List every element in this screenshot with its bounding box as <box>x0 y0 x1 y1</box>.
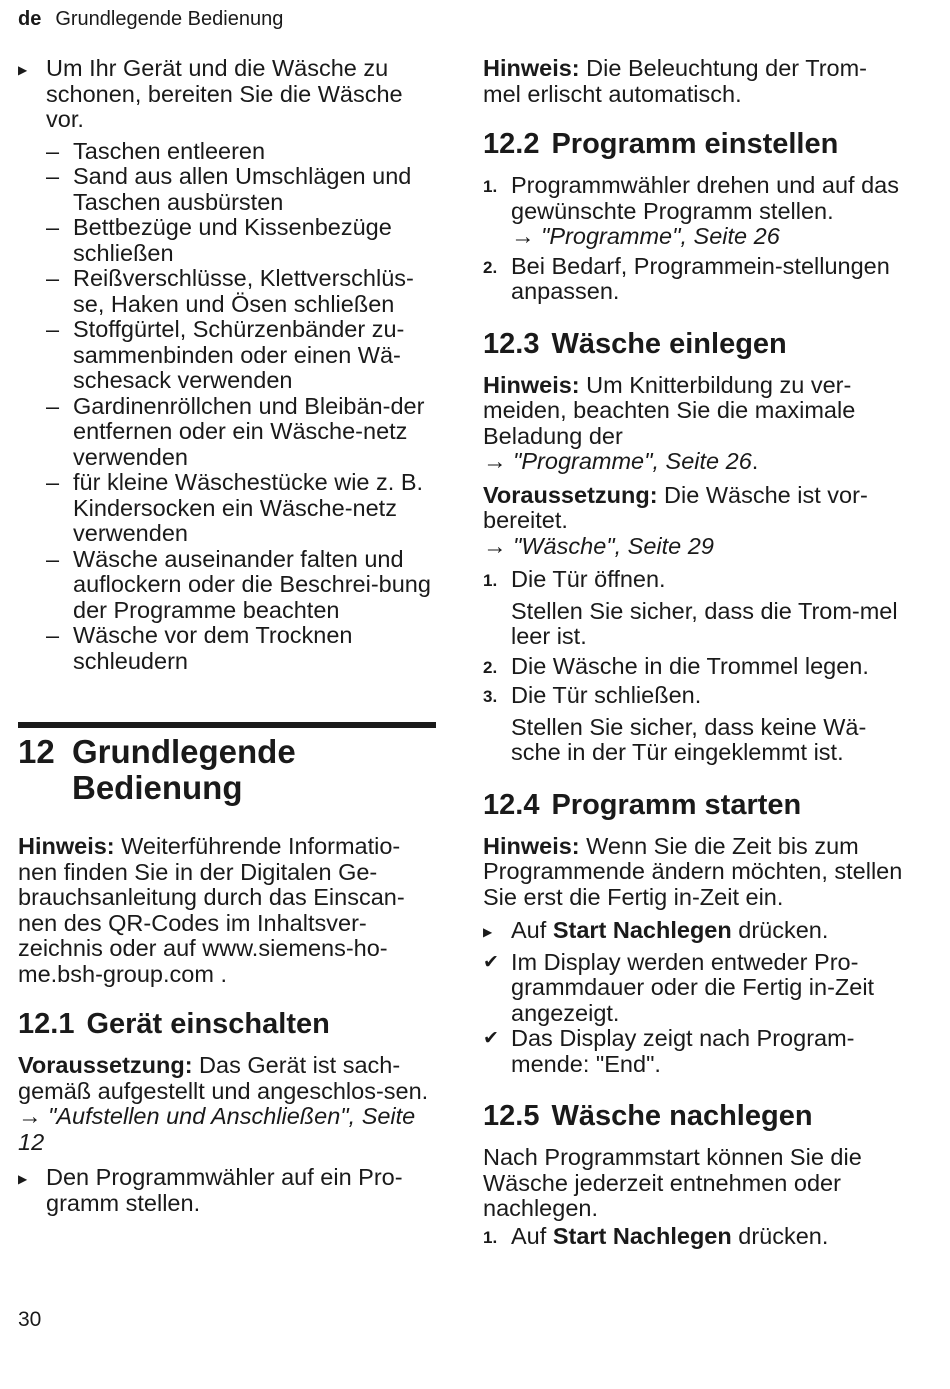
running-header <box>18 8 283 31</box>
button-name: Start Nachlegen <box>552 1222 732 1249</box>
preparation-list <box>18 139 436 675</box>
hint-paragraph: Hinweis: Wenn Sie die Zeit bis zum Programmende ändern möchten, stellen Sie erst die Fertig in-Zeit ein. <box>483 832 903 910</box>
step-item: ▶ Auf Start Nachlegen drücken. <box>483 918 903 944</box>
cross-reference-link[interactable]: → "Wäsche", Seite 29 <box>483 532 714 559</box>
list-item: – Bettbezüge und Kissenbezüge schließen <box>46 214 392 266</box>
step-item: 1. Auf Start Nachlegen drücken. <box>483 1222 829 1249</box>
step-item: 2. Bei Bedarf, Programmein-stellungen anpassen. <box>483 252 890 304</box>
precondition-paragraph: Voraussetzung: Die Wäsche ist vor-bereitet. <box>483 481 868 533</box>
chapter-title: Grundlegende Bedienung <box>72 733 296 806</box>
list-item: – Sand aus allen Umschlägen und Taschen ausbürsten <box>46 163 412 215</box>
right-column: Hinweis: Die Beleuchtung der Trom-mel erlischt automatisch. 12.2 Programm einstellen 1. Programmwähler drehen und auf das gewünschte Programm stellen. → "Programme", Seite 26 2. Bei Bedarf, Programmein-stellungen anpassen. 12.3 Wäsche einlegen Hinweis: Um Knitterbildung zu ver-meiden, beachten Sie die maximale Beladung der → "Programme", Seite 26. Voraussetzung: Die Wäsche ist vor-bereitet. → "Wäsche", Seite 29 1. Die Tür öffnen. Stellen Sie sicher, dass die Trom-mel leer ist. 2. Die Wäsche in die Trommel legen. 3. Die Tür schließen. Stellen Sie sicher, dass keine Wä-sche in der Tür eingeklemmt ist. 12.4 Programm starten Hinweis: Wenn Sie die Zeit bis zum Programmende ändern möchten, stellen Sie erst die Fertig in-Zeit ein. ▶ Auf Start Nachlegen drücken. ✔ Im Display werden entweder Pro-grammdauer oder die Fertig in-Zeit angezeigt. ✔ Das Display zeigt nach Program-mende: "End". 12.5 Wäsche nachlegen Nach Programmstart können Sie die Wäsche jederzeit entnehmen oder nachlegen. 1. Auf Start Nachlegen drücken. <box>483 55 903 1249</box>
result-item: ✔ Das Display zeigt nach Program-mende: "End". <box>483 1025 855 1077</box>
list-item: – Gardinenröllchen und Bleibän-der entfernen oder ein Wäsche-netz verwenden <box>46 392 425 470</box>
hint-paragraph: Hinweis: Um Knitterbildung zu ver-meiden, beachten Sie die maximale Beladung der <box>483 371 856 449</box>
section-heading-12-2: 12.2 Programm einstellen <box>483 128 839 160</box>
list-item: – Taschen entleeren <box>46 137 266 164</box>
button-name: Start Nachlegen <box>552 917 732 943</box>
intro-step: ▶ Um Ihr Gerät und die Wäsche zu schonen, bereiten Sie die Wäsche vor. <box>18 55 403 132</box>
cross-reference-link[interactable]: → "Programme", Seite 26 <box>511 223 780 249</box>
triangle-bullet-icon: ▶ <box>18 1172 28 1186</box>
triangle-bullet-icon: ▶ <box>18 63 28 77</box>
body-paragraph: Nach Programmstart können Sie die Wäsche jederzeit entnehmen oder nachlegen. <box>483 1144 862 1221</box>
hint-paragraph: Hinweis: Weiterführende Informatio-nen finden Sie in der Digitalen Ge-brauchsanleitung durch das Einscan-nen des QR-Codes im Inhaltsver-zeichnis oder auf www.siemens-ho-me.bsh-group.com . <box>18 833 405 987</box>
section-heading-12-3: 12.3 Wäsche einlegen <box>483 327 787 360</box>
list-item: – Wäsche vor dem Trocknen schleudern <box>46 622 353 674</box>
cross-reference-link[interactable]: → "Aufstellen und Anschließen", Seite 12 <box>18 1103 416 1155</box>
step-item: 3. Die Tür schließen. <box>483 682 702 708</box>
checkmark-icon: ✔ <box>483 1028 499 1049</box>
list-item: – Reißverschlüsse, Klettverschlüs-se, Haken und Ösen schließen <box>46 265 414 317</box>
cross-reference-link[interactable]: → "Programme", Seite 26 <box>483 448 752 474</box>
result-item: ✔ Im Display werden entweder Pro-grammdauer oder die Fertig in-Zeit angezeigt. <box>483 948 875 1026</box>
chapter-number: 12 <box>18 733 55 770</box>
triangle-bullet-icon: ▶ <box>483 925 493 939</box>
list-item: – Stoffgürtel, Schürzenbänder zu-sammenbinden oder einen Wä-schesack verwenden <box>46 316 405 393</box>
page-number: 30 <box>18 1308 42 1331</box>
precondition-paragraph: Voraussetzung: Das Gerät ist sach-gemäß aufgestellt und angeschlos-sen. <box>18 1052 429 1104</box>
list-item: – für kleine Wäschestücke wie z. B. Kindersocken ein Wäsche-netz verwenden <box>46 469 424 546</box>
step-result: Stellen Sie sicher, dass die Trom-mel leer ist. <box>511 597 898 649</box>
step-result: Stellen Sie sicher, dass keine Wä-sche in der Tür eingeklemmt ist. <box>511 713 867 765</box>
header-title: Grundlegende Bedienung <box>55 8 284 30</box>
checkmark-icon: ✔ <box>483 951 499 973</box>
section-heading-12-1: 12.1 Gerät einschalten <box>18 1008 330 1040</box>
section-heading-12-4: 12.4 Programm starten <box>483 788 802 821</box>
list-item: – Wäsche auseinander falten und auflockern oder die Beschrei-bung der Programme beachten <box>46 545 431 623</box>
chapter-heading <box>18 722 436 806</box>
step-item: 1. Programmwähler drehen und auf das gewünschte Programm stellen. → "Programme", Seite 26 <box>483 172 899 249</box>
language-code: de <box>18 8 42 30</box>
section-heading-12-5: 12.5 Wäsche nachlegen <box>483 1100 813 1132</box>
hint-paragraph: Hinweis: Die Beleuchtung der Trom-mel erlischt automatisch. <box>483 55 867 107</box>
step-item: 2. Die Wäsche in die Trommel legen. <box>483 652 869 679</box>
step-item: 1. Die Tür öffnen. <box>483 566 666 592</box>
step-item: ▶ Den Programmwähler auf ein Pro-gramm stellen. <box>18 1164 403 1216</box>
left-column <box>18 56 436 1216</box>
